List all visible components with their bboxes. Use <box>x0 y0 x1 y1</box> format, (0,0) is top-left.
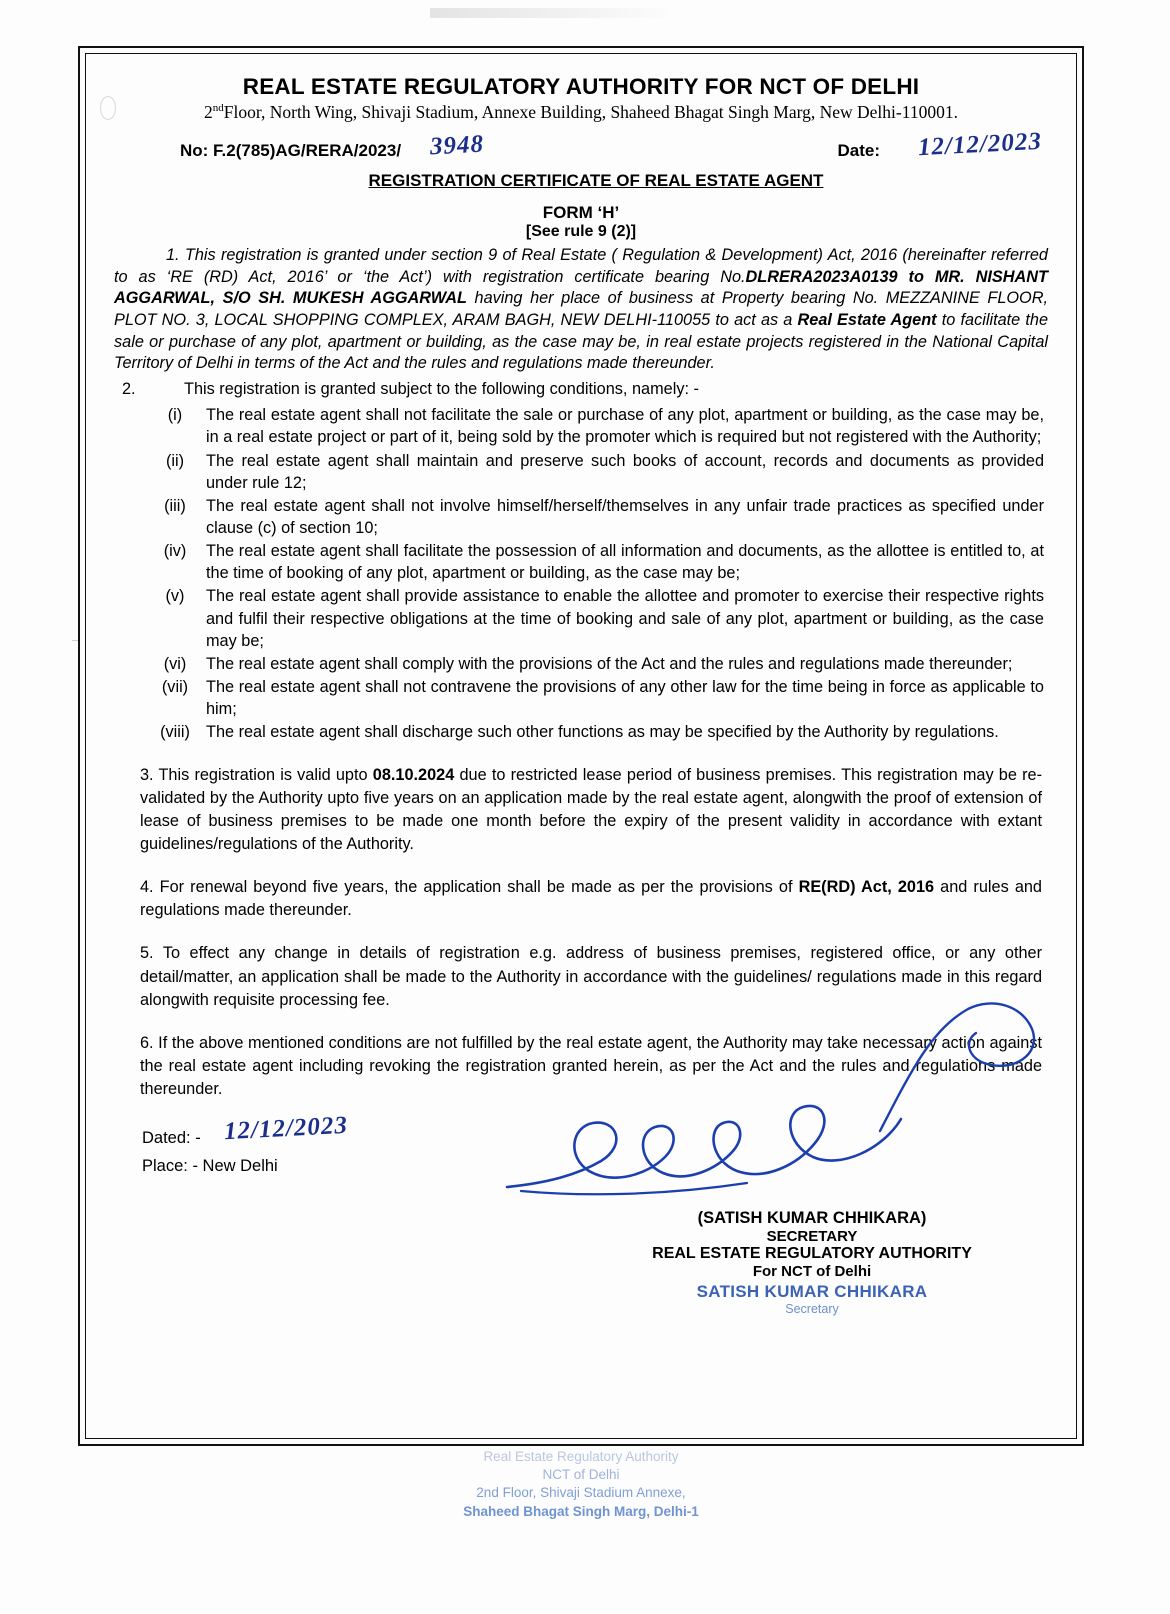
signatory-name: (SATISH KUMAR CHHIKARA) <box>697 1209 927 1228</box>
signatory-for: For NCT of Delhi <box>752 1263 872 1281</box>
authority-address <box>112 102 1050 123</box>
condition-text: The real estate agent shall not involve himself/herself/themselves in any unfair trade practices as specified under clause (c) of section 10; <box>206 496 1044 537</box>
certificate-inner-border <box>85 53 1077 1439</box>
digital-signature-name: SATISH KUMAR CHHIKARA <box>696 1282 928 1302</box>
clause-2-number: 2. <box>122 380 136 399</box>
address-ordinal: nd <box>212 102 224 115</box>
list-item <box>112 653 1050 675</box>
signatory-role: SECRETARY <box>766 1228 858 1246</box>
clause-1 <box>114 245 1048 375</box>
file-number-value: 3948 <box>429 130 485 161</box>
form-title: FORM ‘H’ <box>542 203 620 222</box>
clause-5: 5. To effect any change in details of registration e.g. address of business premises, registered office, or any other detail/matter, an application shall be made to the Authority in accordance with the guidelines/ regulations made in this regard alongwith requisite processing fee. <box>140 944 1042 1009</box>
condition-number: (iv) <box>163 542 187 561</box>
clause-1-text-part3: to facilitate the sale or purchase of any plot, apartment or building, as the case may be, in real estate projects registered in the National Capital Territory of Delhi in terms of the Act and the rules and regulations made thereunder. <box>114 311 1049 373</box>
list-item <box>112 540 1050 584</box>
condition-number: (iii) <box>164 496 186 515</box>
clause-3-post: due to restricted lease period of business premises. This registration may be re-validated by the Authority upto five years on an application made by the real estate agent, alongwith the proof of extension of lease of business premises to be made one month before the expiry of the present validity in accordance with extant guidelines/regulations of the Authority. <box>140 765 1043 853</box>
file-number-label: No: F.2(785)AG/RERA/2023/ <box>180 141 402 160</box>
list-item <box>112 721 1050 743</box>
clause-6: 6. If the above mentioned conditions are not fulfilled by the real estate agent, the Authority may take necessary action against the real estate agent including revoking the registration granted herein, as per the Act and the rules and regulations made thereunder. <box>140 1033 1042 1099</box>
clause-1-text-part1: This registration is granted under section 9 of Real Estate ( Regulation & Development) Act, 2016 (hereinafter referred to as ‘RE (RD) Act, 2016’ or ‘the Act’) with registration certificate bearing No. <box>114 246 1048 286</box>
stamp-line-region: NCT of Delhi <box>542 1467 620 1483</box>
condition-text: The real estate agent shall discharge such other functions as may be specified by the Authority by regulations. <box>206 723 999 742</box>
date-value: 12/12/2023 <box>917 127 1043 162</box>
condition-number: (i) <box>167 406 183 425</box>
list-item <box>112 676 1050 720</box>
clause-1-text-part2: having her place of business at Property bearing No. MEZZANINE FLOOR, PLOT NO. 3, LOCAL SHOPPING COMPLEX, ARAM BAGH, NEW DELHI-110055 to act as a <box>114 289 1048 330</box>
place-value: New Delhi <box>202 1157 278 1176</box>
clause-2-text: This registration is granted subject to the following conditions, namely: - <box>184 380 699 399</box>
signatory-block <box>582 1161 1042 1316</box>
clause-2 <box>112 379 1050 400</box>
address-rest: Floor, North Wing, Shivaji Stadium, Annexe Building, Shaheed Bhagat Singh Marg, New Delhi-110001. <box>223 102 958 122</box>
certificate-heading: REGISTRATION CERTIFICATE OF REAL ESTATE AGENT <box>368 171 824 190</box>
condition-number: (vi) <box>163 654 187 673</box>
condition-text: The real estate agent shall provide assistance to enable the allottee and promoter to exercise their respective rights and fulfil their respective obligations at the time of booking and sale of any plot, apartment or building, as the case may be; <box>206 587 1044 650</box>
address-prefix: 2 <box>204 102 213 122</box>
see-rule-reference: [See rule 9 (2)] <box>525 223 637 240</box>
authority-title: REAL ESTATE REGULATORY AUTHORITY FOR NCT OF DELHI <box>242 74 920 99</box>
list-item <box>112 450 1050 494</box>
file-and-date-row <box>112 127 1050 171</box>
clause-3-pre: 3. This registration is valid upto <box>140 765 373 784</box>
condition-text: The real estate agent shall facilitate the possession of all information and documents, as the allottee is entitled to, at the time of booking of any plot, apartment or building, as the case may be; <box>206 542 1044 583</box>
condition-number: (viii) <box>160 723 190 742</box>
list-item <box>112 404 1050 448</box>
conditions-list <box>112 404 1050 743</box>
condition-number: (vii) <box>161 678 189 697</box>
place-label: Place: - <box>142 1157 198 1176</box>
clause-4 <box>140 876 1042 922</box>
dated-label: Dated: - <box>142 1129 201 1148</box>
list-item <box>112 585 1050 651</box>
list-item <box>112 495 1050 539</box>
digital-signature-role: Secretary <box>785 1302 839 1317</box>
place-line <box>142 1157 278 1176</box>
digital-stamp-details <box>78 1448 1084 1521</box>
condition-text: The real estate agent shall not facilitate the sale or purchase of any plot, apartment or building, as the case may be, in a real estate project or part of it, being sold by the promoter which is required but not registered with the Authority; <box>206 406 1044 447</box>
condition-text: The real estate agent shall comply with the provisions of the Act and the rules and regulations made thereunder; <box>206 654 1013 673</box>
scan-artifact <box>430 8 670 18</box>
act-reference: RE(RD) Act, 2016 <box>798 878 935 897</box>
condition-text: The real estate agent shall maintain and preserve such books of account, records and documents as provided under rule 12; <box>206 451 1044 492</box>
stamp-line-address1: 2nd Floor, Shivaji Stadium Annexe, <box>476 1485 686 1501</box>
clause-1-number: 1. <box>166 246 180 264</box>
date-label: Date: <box>837 141 880 160</box>
stamp-line-authority: Real Estate Regulatory Authority <box>483 1449 679 1464</box>
condition-number: (v) <box>165 587 185 606</box>
signature-area <box>112 1112 1050 1317</box>
stamp-line-address2: Shaheed Bhagat Singh Marg, Delhi-1 <box>463 1503 699 1519</box>
condition-text: The real estate agent shall not contravene the provisions of any other law for the time being in force as applicable to him; <box>206 678 1044 719</box>
registration-number-and-agent: DLRERA2023A0139 to MR. NISHANT AGGARWAL, S/O SH. MUKESH AGGARWAL <box>114 267 1048 308</box>
real-estate-agent-term: Real Estate Agent <box>797 311 937 330</box>
clause-4-post: and rules and regulations made thereunder. <box>140 878 1042 920</box>
clause-3 <box>140 764 1042 857</box>
clause-4-pre: 4. For renewal beyond five years, the application shall be made as per the provisions of <box>140 878 799 897</box>
signatory-authority: REAL ESTATE REGULATORY AUTHORITY <box>652 1245 972 1263</box>
dated-value: 12/12/2023 <box>223 1112 349 1146</box>
condition-number: (ii) <box>165 451 185 470</box>
validity-date: 08.10.2024 <box>372 765 455 784</box>
